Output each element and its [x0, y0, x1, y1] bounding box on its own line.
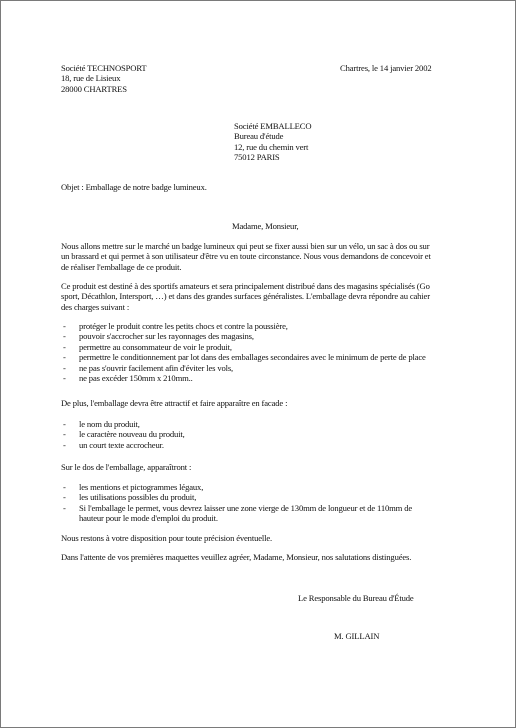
front-list: [61, 419, 461, 450]
paragraph-line: un brassard et qui permet à son utilisateur d'être vu en toute circonstance. Nous vous demandons de concevoir et: [61, 251, 431, 262]
list-item: [61, 419, 461, 429]
closing-paragraph: Dans l'attente de vos premières maquettes veuillez agréer, Madame, Monsieur, nos salutations distinguées.: [61, 552, 412, 562]
subject-line: Objet : Emballage de notre badge lumineux.: [61, 182, 207, 192]
list-marker: -: [63, 419, 66, 429]
paragraph-line: sport, Décathlon, Intersport, …) et dans des grandes surfaces généralistes. L'emballage devra répondre au cahier: [61, 291, 430, 302]
list-item-text: le caractère nouveau du produit,: [79, 429, 185, 440]
recipient-address: [234, 121, 311, 163]
paragraph-line: des charges suivant :: [61, 301, 130, 312]
list-item: [61, 342, 461, 352]
list-item-text: les mentions et pictogrammes légaux,: [79, 482, 204, 492]
intro-paragraph: [61, 241, 461, 272]
paragraph-line: de réaliser l'emballage de ce produit.: [61, 261, 182, 272]
list-item-text: Si l'emballage le permet, vous devrez laisser une zone vierge de 130mm de longueur et de 110mm de: [79, 502, 413, 513]
list-marker: -: [63, 352, 66, 363]
list-marker: -: [63, 362, 66, 373]
list-item: [61, 331, 461, 341]
list-item: [61, 440, 461, 450]
list-item-text: le nom du produit,: [79, 419, 140, 429]
recipient-city: 75012 PARIS: [234, 152, 280, 163]
signature-title: Le Responsable du Bureau d'Étude: [298, 593, 414, 603]
list-item-text: les utilisations possibles du produit,: [79, 492, 197, 503]
list-item-text: un court texte accrocheur.: [79, 439, 164, 450]
list-item-text: pouvoir s'accrocher sur les rayonnages des magasins,: [79, 331, 254, 342]
list-item: [61, 492, 461, 502]
list-item: [61, 482, 461, 492]
list-item: [61, 373, 461, 383]
paragraph-line: Ce produit est destiné à des sportifs amateurs et sera principalement distribué dans des magasins spécialisés (Go: [61, 281, 430, 291]
availability-paragraph: Nous restons à votre disposition pour toute précision éventuelle.: [61, 533, 273, 543]
spec-paragraph: [61, 281, 461, 312]
recipient-street: 12, rue du chemin vert: [234, 141, 309, 152]
recipient-name: Société EMBALLECO: [234, 121, 312, 131]
list-marker: -: [63, 331, 66, 342]
list-item-text: protéger le produit contre les petits chocs et contre la poussière,: [79, 321, 288, 331]
list-item-text: permettre au consommateur de voir le produit,: [79, 341, 232, 352]
list-item: [61, 352, 461, 362]
front-paragraph: De plus, l'emballage devra être attractif et faire apparaître en facade :: [61, 398, 288, 408]
signature-name: M. GILLAIN: [334, 631, 380, 641]
salutation: Madame, Monsieur,: [232, 221, 299, 231]
recipient-dept: Bureau d'étude: [234, 131, 284, 142]
list-item: [61, 363, 461, 373]
sender-name: Société TECHNOSPORT: [61, 63, 147, 73]
list-marker: -: [63, 502, 66, 513]
list-marker: -: [63, 492, 66, 503]
list-marker: -: [63, 321, 66, 331]
list-item: [61, 429, 461, 439]
list-item: [61, 321, 461, 331]
sender-city: 28000 CHARTRES: [61, 83, 127, 94]
list-item-text: hauteur pour le mode d'emploi du produit.: [79, 513, 218, 524]
list-marker: -: [63, 373, 66, 384]
list-item-text: ne pas excéder 150mm x 210mm..: [79, 373, 193, 384]
list-marker: -: [63, 429, 66, 440]
list-item-text: permettre le conditionnement par lot dans des emballages secondaires avec le minimum de perte de place: [79, 352, 426, 363]
sender-street: 18, rue de Lisieux: [61, 73, 121, 84]
back-paragraph: Sur le dos de l'emballage, apparaîtront :: [61, 462, 192, 472]
list-marker: -: [63, 482, 66, 492]
requirements-list: [61, 321, 461, 383]
list-item-text: ne pas s'ouvrir facilement afin d'éviter les vols,: [79, 362, 234, 373]
list-item: [61, 503, 461, 524]
date-line: Chartres, le 14 janvier 2002: [340, 63, 432, 73]
list-marker: -: [63, 439, 66, 450]
sender-address: [61, 63, 147, 94]
list-marker: -: [63, 341, 66, 352]
paragraph-line: Nous allons mettre sur le marché un badge lumineux qui peut se fixer aussi bien sur un vélo, un sac à dos ou sur: [61, 241, 430, 251]
back-list: [61, 482, 461, 524]
